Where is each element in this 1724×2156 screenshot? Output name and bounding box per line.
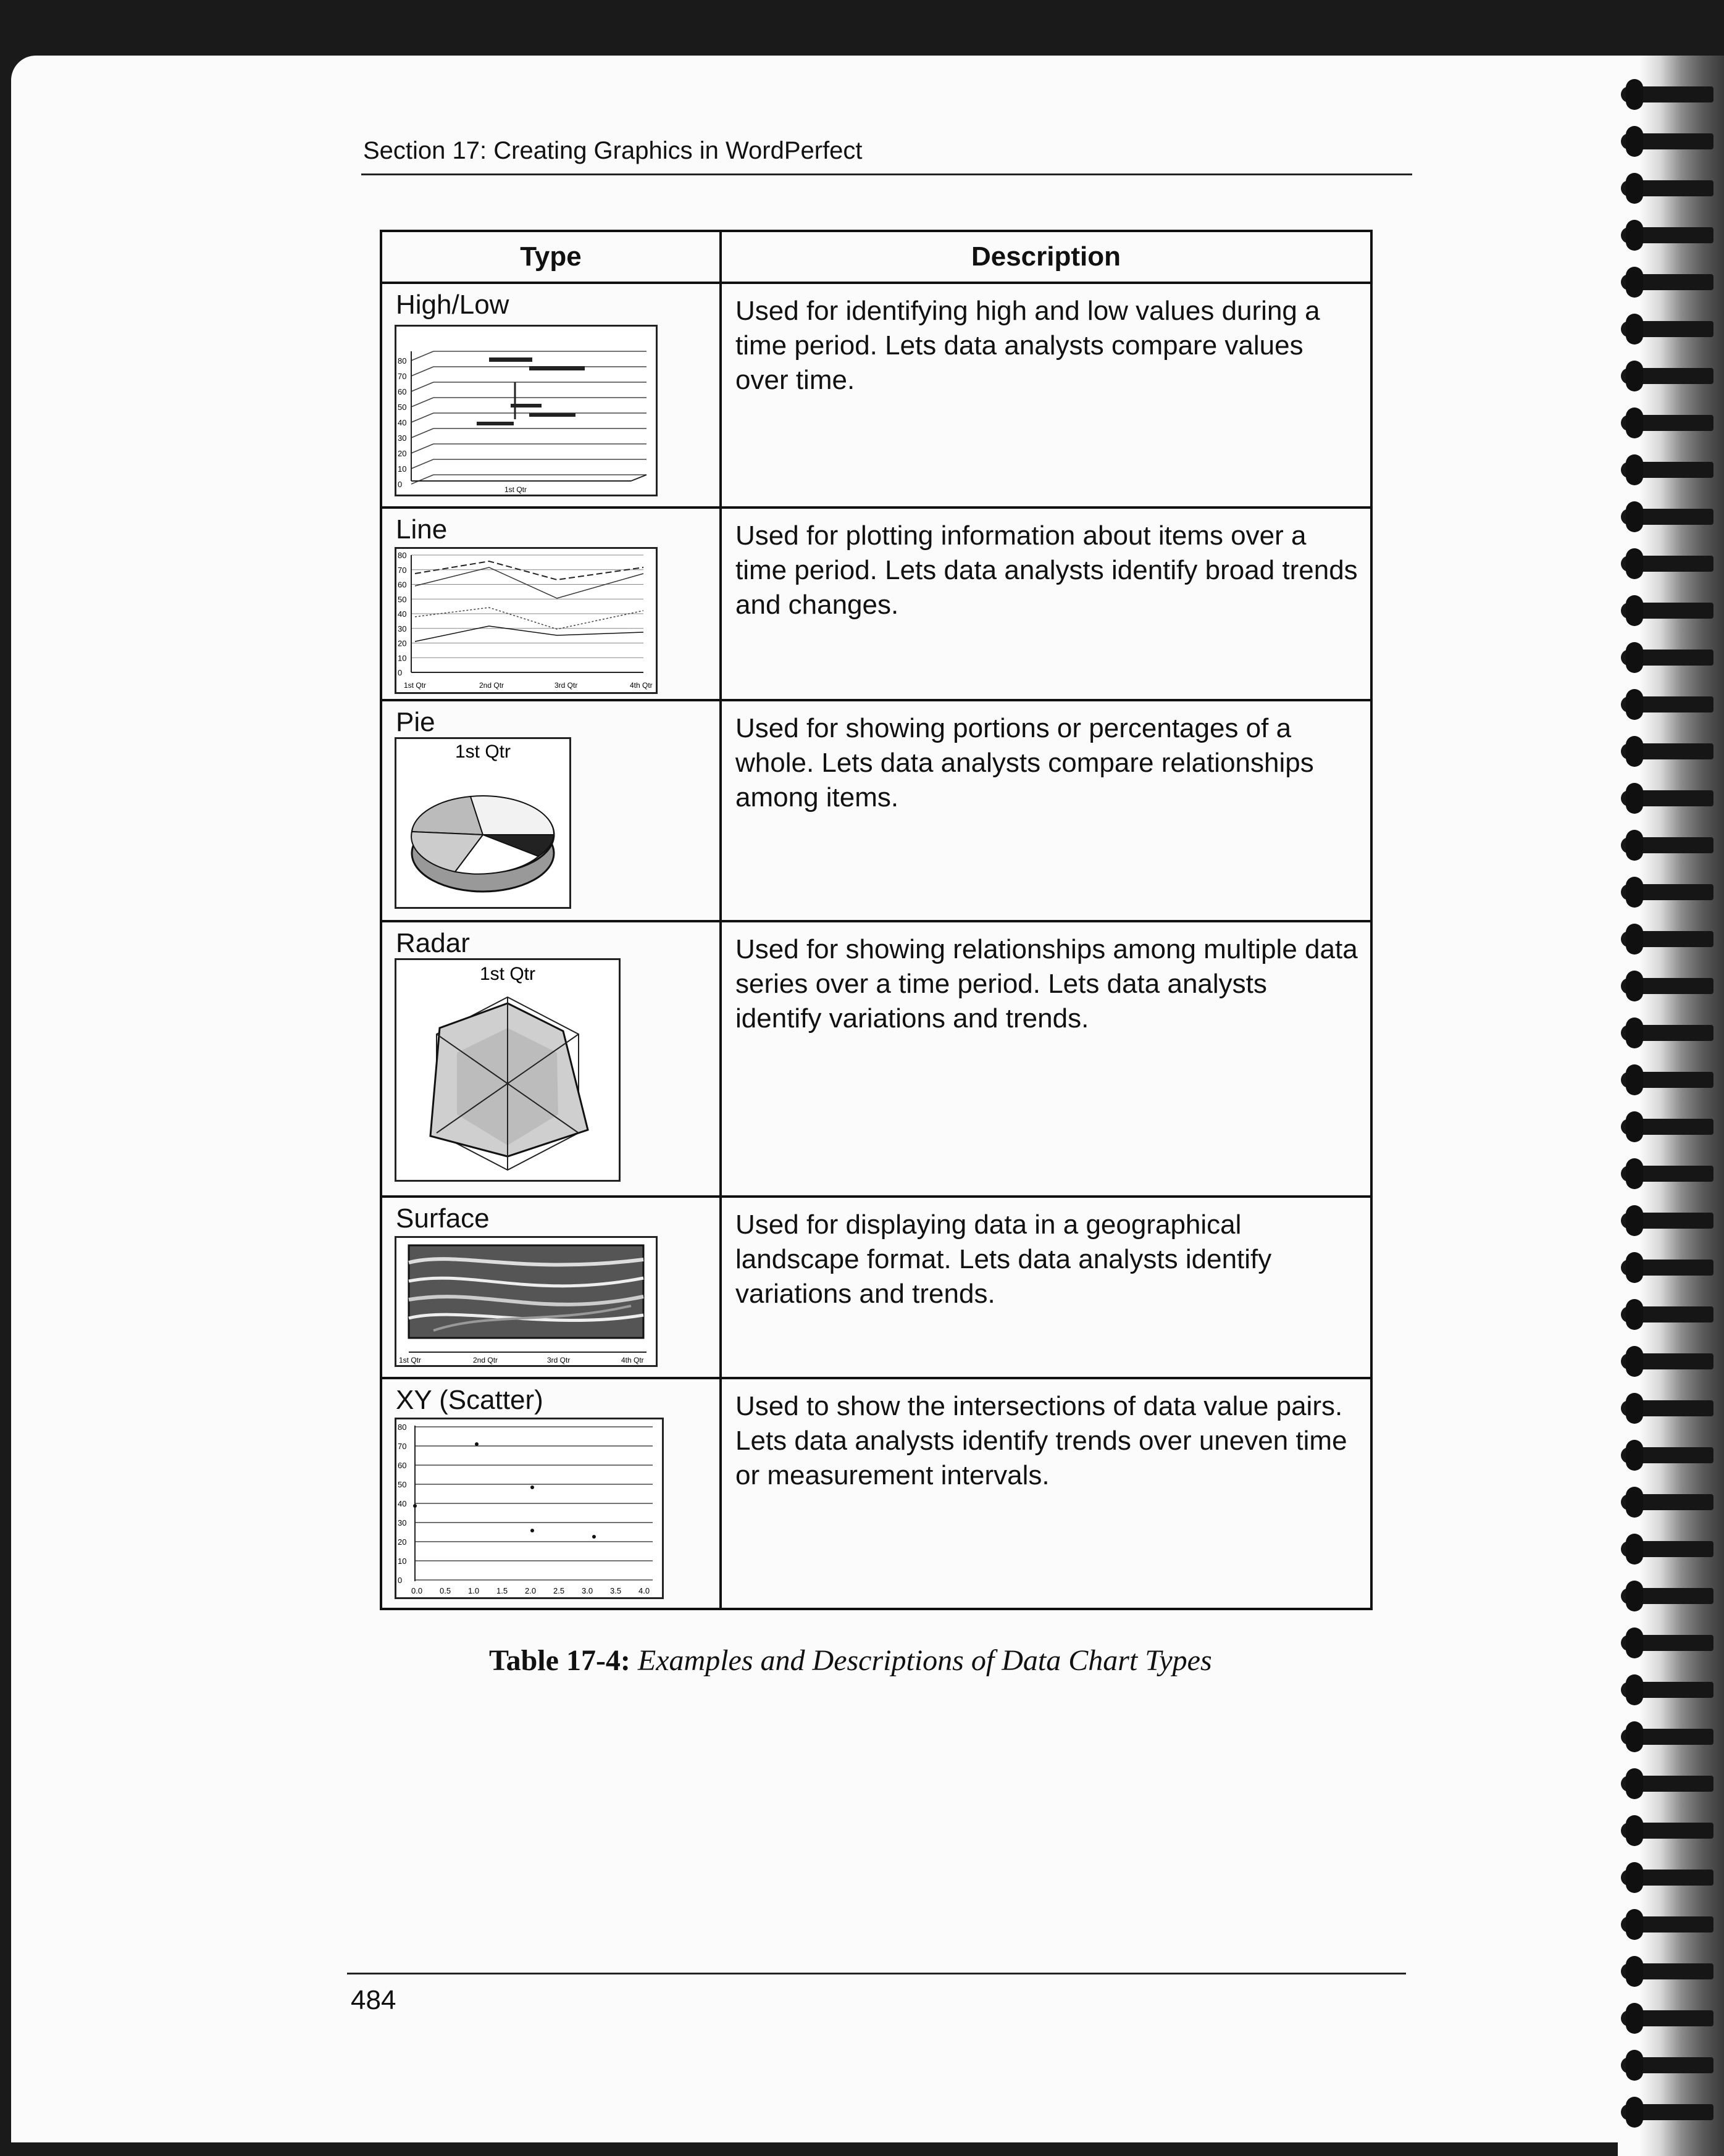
binding-ring xyxy=(1621,1353,1714,1369)
pie-chart-thumbnail xyxy=(395,737,571,909)
radar-title: 1st Qtr xyxy=(479,964,536,985)
line-y-tick: 80 xyxy=(398,551,407,561)
scatter-x-tick: 0.0 xyxy=(411,1586,423,1596)
binding-ring xyxy=(1621,1541,1714,1557)
highlow-chart-thumbnail xyxy=(395,325,658,496)
table-row xyxy=(381,700,1371,921)
type-name: Surface xyxy=(396,1203,490,1234)
section-header: Section 17: Creating Graphics in WordPerfect xyxy=(363,137,863,164)
binding-ring xyxy=(1621,696,1714,712)
line-x-tick: 4th Qtr xyxy=(630,681,653,690)
page-number: 484 xyxy=(351,1985,396,2015)
table-row xyxy=(381,921,1371,1197)
description-cell xyxy=(721,508,1371,700)
line-x-tick: 1st Qtr xyxy=(404,681,427,690)
line-y-tick: 60 xyxy=(398,580,407,590)
highlow-y-tick: 50 xyxy=(398,403,407,412)
binding-ring xyxy=(1621,978,1714,994)
surface-x-tick: 1st Qtr xyxy=(399,1356,422,1365)
line-y-tick: 10 xyxy=(398,653,407,663)
description-cell xyxy=(721,1197,1371,1378)
surface-chart-thumbnail xyxy=(395,1236,658,1367)
binding-ring xyxy=(1621,2104,1714,2120)
binding-ring xyxy=(1621,1916,1714,1932)
highlow-y-tick: 20 xyxy=(398,449,407,459)
type-name: Pie xyxy=(396,707,435,737)
binding-ring xyxy=(1621,462,1714,478)
binding-ring xyxy=(1621,884,1714,900)
pie-title: 1st Qtr xyxy=(454,742,511,763)
type-name: XY (Scatter) xyxy=(396,1385,543,1415)
scatter-y-tick: 20 xyxy=(398,1537,407,1547)
description-text: Used for identifying high and low values during a time period. Lets data analysts compare values over time. xyxy=(735,296,1320,395)
type-name: High/Low xyxy=(396,290,509,320)
type-name: Radar xyxy=(396,928,470,958)
binding-ring xyxy=(1621,2010,1714,2026)
binding-ring xyxy=(1621,1729,1714,1745)
binding-ring xyxy=(1621,1166,1714,1182)
binding-ring xyxy=(1621,1870,1714,1886)
binding-ring xyxy=(1621,931,1714,947)
binding-ring xyxy=(1621,743,1714,759)
binding-ring xyxy=(1621,133,1714,149)
type-cell xyxy=(381,283,721,508)
scatter-y-tick: 40 xyxy=(398,1499,407,1509)
description-cell xyxy=(721,921,1371,1197)
radar-chart-thumbnail xyxy=(395,958,621,1182)
binding-ring xyxy=(1621,1776,1714,1792)
highlow-y-tick: 0 xyxy=(398,480,403,490)
binding-ring xyxy=(1621,1494,1714,1510)
surface-x-tick: 2nd Qtr xyxy=(473,1356,498,1365)
binding-ring xyxy=(1621,1823,1714,1839)
line-y-tick: 40 xyxy=(398,609,407,619)
description-text: Used to show the intersections of data value pairs. Lets data analysts identify trends over uneven time or measurement intervals. xyxy=(735,1391,1347,1490)
binding-ring xyxy=(1621,1682,1714,1698)
highlow-y-tick: 60 xyxy=(398,387,407,397)
binding-ring xyxy=(1621,1260,1714,1276)
line-y-tick: 50 xyxy=(398,595,407,604)
binding-ring xyxy=(1621,1400,1714,1416)
highlow-y-tick: 30 xyxy=(398,433,407,443)
surface-x-tick: 3rd Qtr xyxy=(547,1356,571,1365)
scatter-x-tick: 1.5 xyxy=(496,1586,508,1596)
binding-ring xyxy=(1621,227,1714,243)
scatter-y-tick: 60 xyxy=(398,1461,407,1471)
scatter-y-tick: 30 xyxy=(398,1518,407,1528)
line-y-tick: 20 xyxy=(398,638,407,648)
scatter-x-tick: 2.5 xyxy=(553,1586,565,1596)
line-y-tick: 30 xyxy=(398,624,407,634)
scatter-y-tick: 80 xyxy=(398,1423,407,1432)
scatter-x-tick: 3.5 xyxy=(610,1586,622,1596)
binding-ring xyxy=(1621,274,1714,290)
type-cell xyxy=(381,700,721,921)
description-cell xyxy=(721,283,1371,508)
scatter-x-tick: 2.0 xyxy=(525,1586,537,1596)
scatter-chart-thumbnail xyxy=(395,1418,664,1599)
description-text: Used for showing portions or percentages of a whole. Lets data analysts compare relationships among items. xyxy=(735,713,1314,813)
binding-ring xyxy=(1621,1306,1714,1322)
surface-x-tick: 4th Qtr xyxy=(621,1356,644,1365)
binding-ring xyxy=(1621,368,1714,384)
scatter-y-tick: 0 xyxy=(398,1576,403,1586)
binding-ring xyxy=(1621,837,1714,853)
binding-ring xyxy=(1621,321,1714,337)
description-text: Used for showing relationships among multiple data series over a time period. Lets data analysts identify variations and trends. xyxy=(735,934,1358,1034)
highlow-x-label: 1st Qtr xyxy=(504,485,527,495)
type-name: Line xyxy=(396,514,448,545)
type-cell xyxy=(381,508,721,700)
scatter-x-tick: 3.0 xyxy=(582,1586,593,1596)
binding-ring xyxy=(1621,86,1714,102)
highlow-y-tick: 70 xyxy=(398,372,407,382)
binding-ring xyxy=(1621,603,1714,619)
binding-ring xyxy=(1621,556,1714,572)
binding-ring xyxy=(1621,650,1714,666)
highlow-y-tick: 80 xyxy=(398,356,407,366)
binding-ring xyxy=(1621,1213,1714,1229)
type-cell xyxy=(381,921,721,1197)
scatter-x-tick: 1.0 xyxy=(468,1586,480,1596)
description-cell xyxy=(721,1378,1371,1609)
description-cell xyxy=(721,700,1371,921)
line-chart-thumbnail xyxy=(395,547,658,694)
caption-label: Table 17-4: xyxy=(489,1644,630,1677)
binding-ring xyxy=(1621,415,1714,431)
column-header-type: Type xyxy=(381,231,721,283)
binding-ring xyxy=(1621,1025,1714,1041)
caption-text: Examples and Descriptions of Data Chart Types xyxy=(637,1644,1212,1677)
type-cell xyxy=(381,1378,721,1609)
binding-ring xyxy=(1621,180,1714,196)
line-y-tick: 0 xyxy=(398,668,403,678)
description-text: Used for plotting information about items over a time period. Lets data analysts identify broad trends and changes. xyxy=(735,520,1358,620)
chart-types-table xyxy=(380,230,1373,1610)
binding-ring xyxy=(1621,1635,1714,1651)
table-row xyxy=(381,1197,1371,1378)
binding-ring xyxy=(1621,1072,1714,1088)
column-header-description: Description xyxy=(721,231,1371,283)
footer-rule xyxy=(347,1973,1406,1974)
binding-ring xyxy=(1621,790,1714,806)
table-row xyxy=(381,283,1371,508)
line-x-tick: 2nd Qtr xyxy=(479,681,504,690)
table-row xyxy=(381,1378,1371,1609)
table-caption xyxy=(489,1644,1212,1678)
highlow-y-tick: 10 xyxy=(398,464,407,474)
highlow-y-tick: 40 xyxy=(398,418,407,428)
table-row xyxy=(381,508,1371,700)
scatter-x-tick: 0.5 xyxy=(440,1586,451,1596)
binding-ring xyxy=(1621,1963,1714,1979)
binding-ring xyxy=(1621,2057,1714,2073)
binding-ring xyxy=(1621,1588,1714,1604)
binding-ring xyxy=(1621,1119,1714,1135)
scatter-y-tick: 10 xyxy=(398,1556,407,1566)
line-x-tick: 3rd Qtr xyxy=(554,681,578,690)
header-rule xyxy=(361,173,1412,175)
type-cell xyxy=(381,1197,721,1378)
scatter-y-tick: 70 xyxy=(398,1442,407,1452)
scatter-x-tick: 4.0 xyxy=(638,1586,650,1596)
line-y-tick: 70 xyxy=(398,566,407,575)
binding-ring xyxy=(1621,509,1714,525)
binding-ring xyxy=(1621,1447,1714,1463)
table-header-row xyxy=(381,231,1371,283)
scatter-y-tick: 50 xyxy=(398,1480,407,1490)
description-text: Used for displaying data in a geographical landscape format. Lets data analysts identify variations and trends. xyxy=(735,1210,1272,1309)
